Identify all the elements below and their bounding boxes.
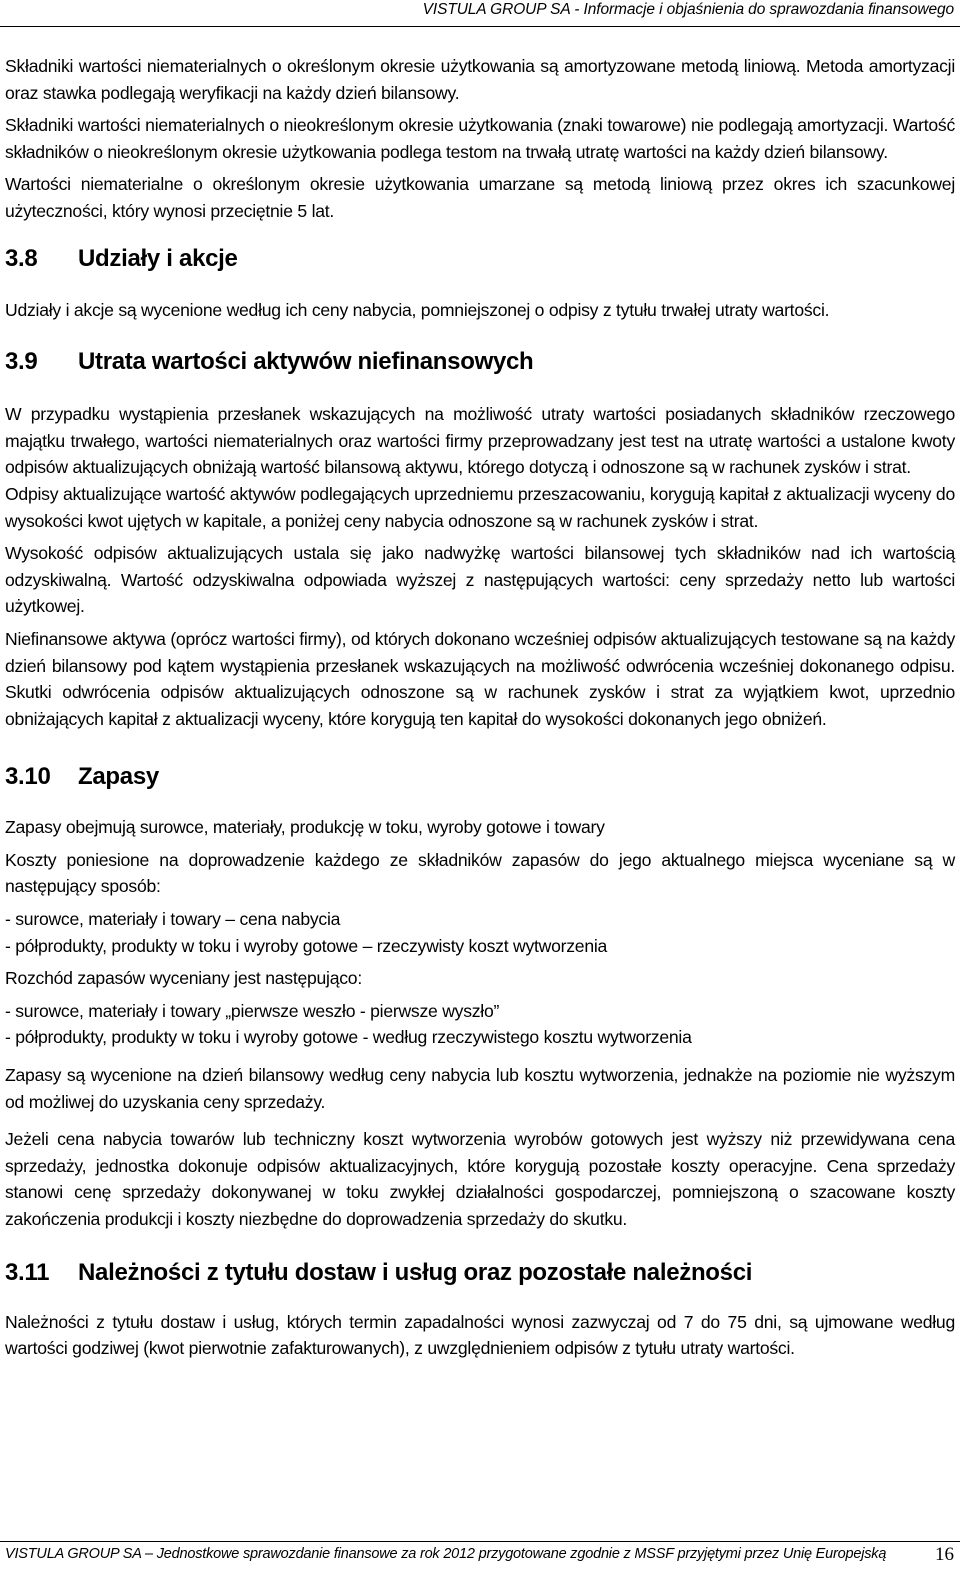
footer-divider (0, 1541, 960, 1542)
section-title: Należności z tytułu dostaw i usług oraz pozostałe należności (78, 1258, 753, 1286)
section-heading-3-8 (5, 244, 955, 274)
section-heading-3-10 (5, 762, 955, 792)
section-number: 3.10 (5, 763, 51, 791)
running-footer: VISTULA GROUP SA – Jednostkowe sprawozdanie finansowe za rok 2012 przygotowane zgodnie z MSSF przyjętymi przez Unię Europejską (5, 1546, 887, 1562)
page-number: 16 (935, 1544, 954, 1565)
paragraph: Wysokość odpisów aktualizujących ustala się jako nadwyżkę wartości bilansowej tych składników nad ich wartością odzyskiwalną. Wartość odzyskiwalna odpowiada wyższej z następujących wartości: ceny sprzedaży netto lub wartości użytkowej. (5, 543, 955, 617)
paragraph: Składniki wartości niematerialnych o określonym okresie użytkowania są amortyzowane metodą liniową. Metoda amortyzacji oraz stawka podlegają weryfikacji na każdy dzień bilansowy. (5, 56, 955, 103)
paragraph: Rozchód zapasów wyceniany jest następująco: (5, 968, 362, 989)
paragraph: Zapasy są wycenione na dzień bilansowy według ceny nabycia lub kosztu wytworzenia, jednakże na poziomie nie wyższym od możliwej do uzyskania ceny sprzedaży. (5, 1065, 955, 1112)
list-item: - surowce, materiały i towary „pierwsze weszło - pierwsze wyszło” (5, 1000, 500, 1021)
section-title: Utrata wartości aktywów niefinansowych (78, 348, 534, 376)
paragraph: Odpisy aktualizujące wartość aktywów podlegających uprzedniemu przeszacowaniu, korygują kapitał z aktualizacji wyceny do wysokości kwot ujętych w kapitale, a poniżej ceny nabycia odnoszone są w rachunek zysków i strat. (5, 483, 955, 531)
running-header: VISTULA GROUP SA - Informacje i objaśnienia do sprawozdania finansowego (422, 1, 954, 18)
section-heading-3-9 (5, 347, 955, 377)
section-heading-3-11 (5, 1258, 955, 1288)
list-item: - półprodukty, produkty w toku i wyroby gotowe – rzeczywisty koszt wytworzenia (5, 935, 608, 956)
paragraph: Wartości niematerialne o określonym okresie użytkowania umarzane są metodą liniową przez okres ich szacunkowej użyteczności, który wynosi przeciętnie 5 lat. (5, 174, 955, 221)
paragraph: Należności z tytułu dostaw i usług, których termin zapadalności wynosi zazwyczaj od 7 do 75 dni, są ujmowane według wartości godziwej (kwot pierwotnie zafakturowanych), z uwzględnieniem odpisów z tytułu utraty wartości. (5, 1311, 955, 1359)
section-number: 3.9 (5, 348, 38, 376)
section-number: 3.11 (5, 1258, 50, 1286)
paragraph: Koszty poniesione na doprowadzenie każdego ze składników zapasów do jego aktualnego miejsca wyceniane są w następujący sposób: (5, 849, 955, 897)
section-title: Udziały i akcje (78, 244, 238, 272)
document-body (5, 53, 955, 1362)
list-item: - półprodukty, produkty w toku i wyroby gotowe - według rzeczywistego kosztu wytworzenia (5, 1027, 692, 1048)
section-number: 3.8 (5, 244, 38, 272)
paragraph: W przypadku wystąpienia przesłanek wskazujących na możliwość utraty wartości posiadanych składników rzeczowego majątku trwałego, wartości niematerialnych oraz wartości firmy przeprowadzany jest test na utratę wartości a ustalone kwoty odpisów aktualizujących obniżają wartość bilansową aktywu, którego dotyczą i odnoszone są w rachunek zysków i strat. (5, 404, 955, 478)
paragraph: Zapasy obejmują surowce, materiały, produkcję w toku, wyroby gotowe i towary (5, 817, 605, 838)
paragraph: Składniki wartości niematerialnych o nieokreślonym okresie użytkowania (znaki towarowe) nie podlegają amortyzacji. Wartość składników o nieokreślonym okresie użytkowania podlega testom na trwałą utratę wartości na każdy dzień bilansowy. (5, 115, 955, 162)
paragraph: Udziały i akcje są wycenione według ich ceny nabycia, pomniejszonej o odpisy z tytułu trwałej utraty wartości. (5, 299, 830, 320)
header-divider (0, 26, 960, 27)
paragraph: Jeżeli cena nabycia towarów lub techniczny koszt wytworzenia wyrobów gotowych jest wyższy niż przewidywana cena sprzedaży, jednostka dokonuje odpisów aktualizacyjnych, które korygują pozostałe koszty operacyjne. Cena sprzedaży stanowi cenę sprzedaży dokonywanej w toku zwykłej działalności gospodarczej, pomniejszoną o szacowane koszty zakończenia produkcji i koszty niezbędne do doprowadzenia sprzedaży do skutku. (5, 1129, 955, 1229)
paragraph: Niefinansowe aktywa (oprócz wartości firmy), od których dokonano wcześniej odpisów aktualizujących testowane są na każdy dzień bilansowy pod kątem wystąpienia przesłanek wskazujących na możliwość odwrócenia wcześniej dokonanego odpisu. Skutki odwrócenia odpisów aktualizujących odnoszone są w rachunek zysków i strat za wyjątkiem kwot, uprzednio obniżających kapitał z aktualizacji wyceny, które korygują ten kapitał do wysokości dokonanych jego obniżeń. (5, 628, 955, 729)
section-title: Zapasy (78, 763, 159, 791)
list-item: - surowce, materiały i towary – cena nabycia (5, 909, 341, 930)
